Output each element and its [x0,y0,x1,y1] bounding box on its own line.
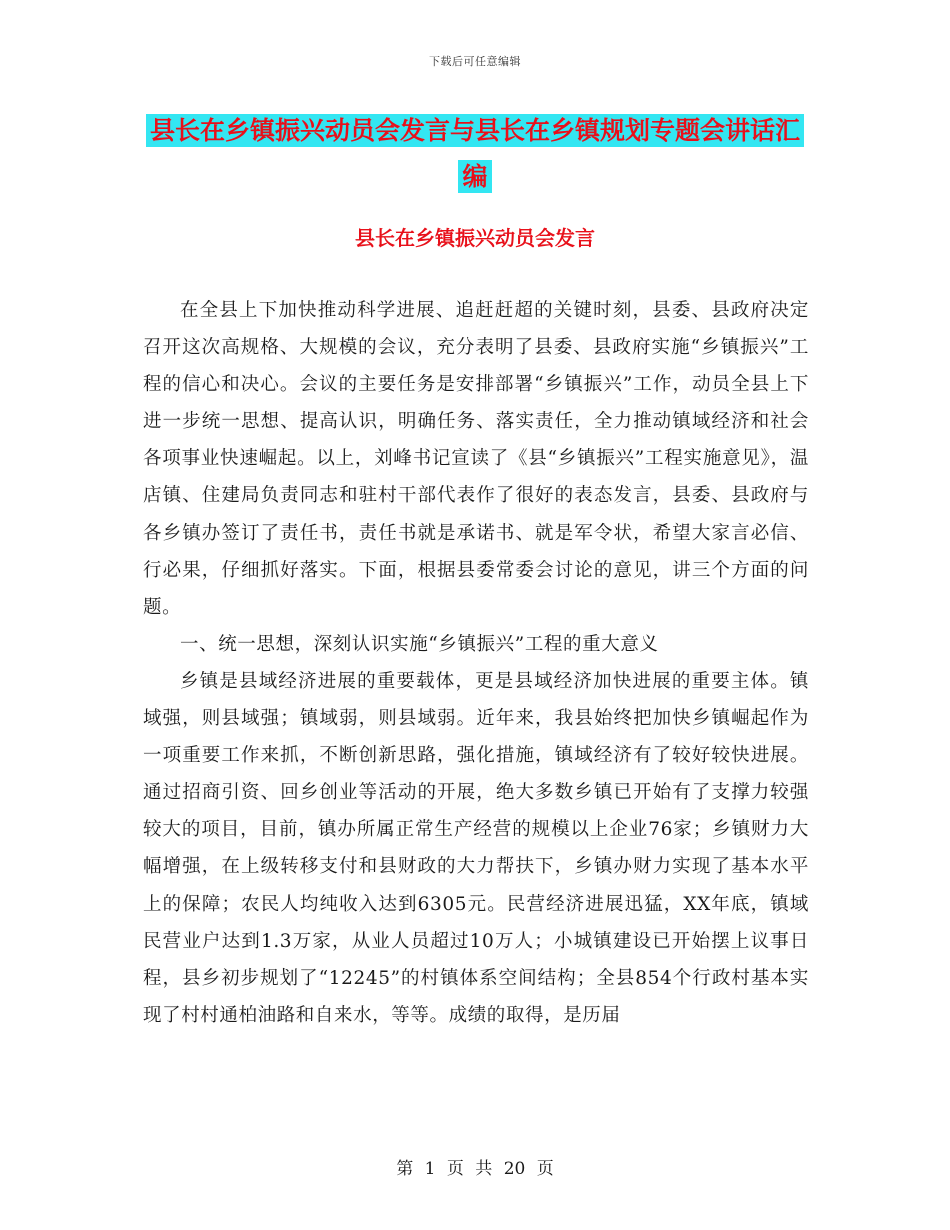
paragraph-heading-one: 一、统一思想，深刻认识实施“乡镇振兴”工程的重大意义 [180,633,659,655]
section-title: 县长在乡镇振兴动员会发言 [355,226,595,250]
header-note: 下载后可任意编辑 [429,55,521,68]
document-title [140,108,810,200]
document-title-text: 县长在乡镇振兴动员会发言与县长在乡镇规划专题会讲话汇编 [146,114,804,193]
paragraph-township-economy: 乡镇是县域经济进展的重要载体，更是县域经济加快进展的重要主体。镇域强，则县域强；镇域弱，则县域弱。近年来，我县始终把加快乡镇崛起作为一项重要工作来抓，不断创新思路，强化措施，镇域经济有了较好较快进展。通过招商引资、回乡创业等活动的开展，绝大多数乡镇已开始有了支撑力较强较大的项目，目前，镇办所属正常生产经营的规模以上企业76家；乡镇财力大幅增强，在上级转移支付和县财政的大力帮扶下，乡镇办财力实现了基本水平上的保障；农民人均纯收入达到6305元。民营经济进展迅猛，XX年底，镇域民营业户达到1.3万家，从业人员超过10万人；小城镇建设已开始摆上议事日程，县乡初步规划了“12245”的村镇体系空间结构；全县854个行政村基本实现了村村通柏油路和自来水，等等。成绩的取得，是历届 [143,670,809,1026]
document-body [143,292,809,1034]
page-number: 第 1 页 共 20 页 [396,1159,554,1179]
paragraph-intro: 在全县上下加快推动科学进展、追赶赶超的关键时刻，县委、县政府决定召开这次高规格、大规模的会议，充分表明了县委、县政府实施“乡镇振兴”工程的信心和决心。会议的主要任务是安排部署“乡镇振兴”工作，动员全县上下进一步统一思想、提高认识，明确任务、落实责任，全力推动镇域经济和社会各项事业快速崛起。以上，刘峰书记宣读了《县“乡镇振兴”工程实施意见》，温店镇、住建局负责同志和驻村干部代表作了很好的表态发言，县委、县政府与各乡镇办签订了责任书，责任书就是承诺书、就是军令状，希望大家言必信、行必果，仔细抓好落实。下面，根据县委常委会讨论的意见，讲三个方面的问题。 [143,300,809,618]
